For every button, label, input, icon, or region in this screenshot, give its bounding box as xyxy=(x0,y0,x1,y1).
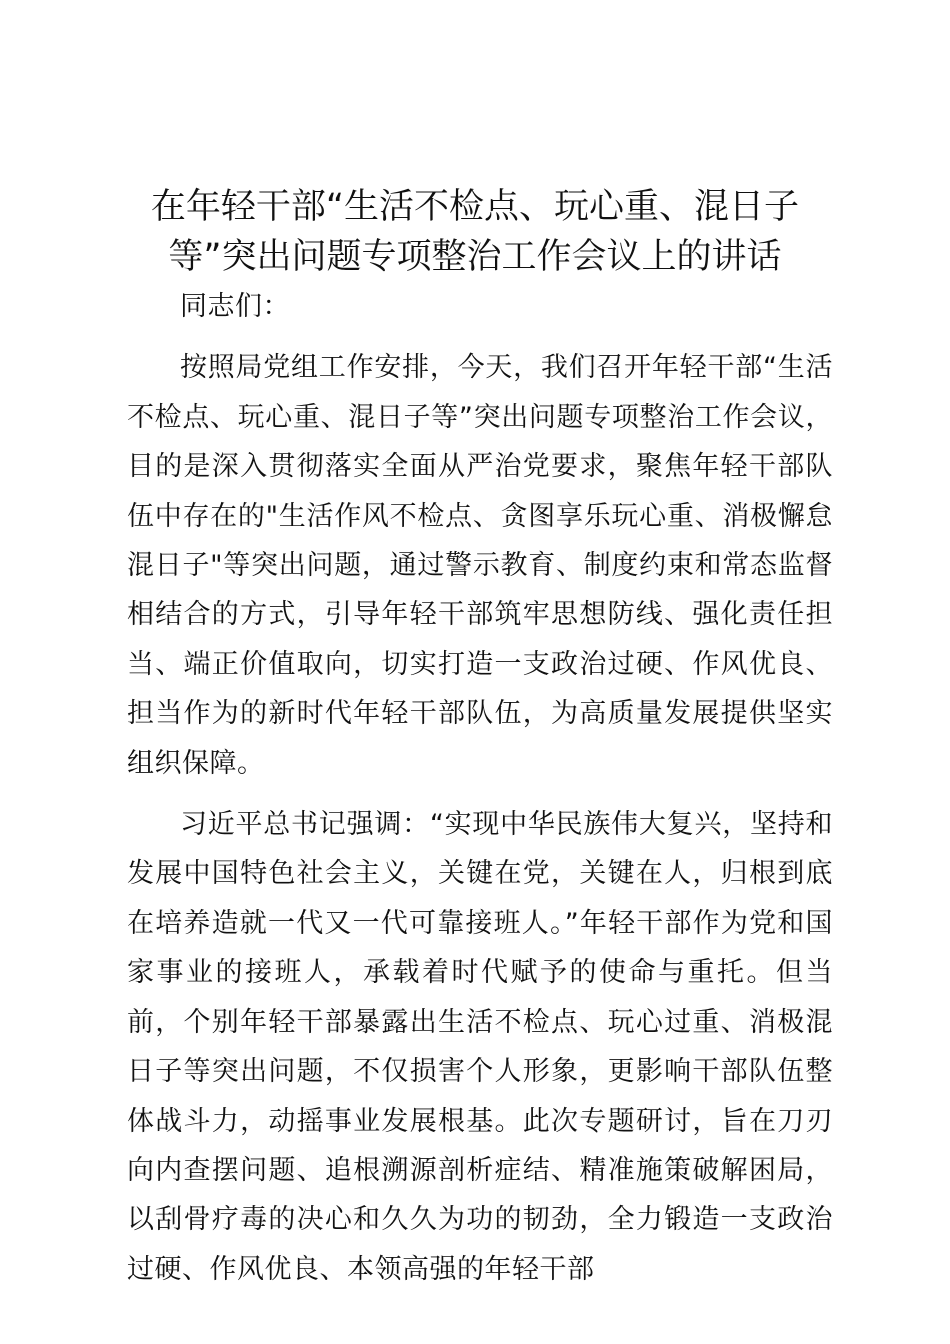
title-line-1: 在年轻干部“生活不检点、玩心重、混日子 xyxy=(150,187,800,227)
paragraph-1: 按照局党组工作安排，今天，我们召开年轻干部“生活不检点、玩心重、混日子等”突出问题专项整治工作会议，目的是深入贯彻落实全面从严治党要求，聚焦年轻干部队伍中存在的"生活作风不检点、贪图享乐玩心重、消极懈怠混日子"等突出问题，通过警示教育、制度约束和常态监督相结合的方式，引导年轻干部筑牢思想防线、强化责任担当、端正价值取向，切实打造一支政治过硬、作风优良、担当作为的新时代年轻干部队伍，为高质量发展提供坚实组织保障。 xyxy=(127,352,833,779)
paragraph-2: 习近平总书记强调：“实现中华民族伟大复兴，坚持和发展中国特色社会主义，关键在党，关键在人，归根到底在培养造就一代又一代可靠接班人。”年轻干部作为党和国家事业的接班人，承载着时代赋予的使命与重托。但当前，个别年轻干部暴露出生活不检点、玩心过重、消极混日子等突出问题，不仅损害个人形象，更影响干部队伍整体战斗力，动摇事业发展根基。此次专题研讨，旨在刀刃向内查摆问题、追根溯源剖析症结、精准施策破解困局，以刮骨疗毒的决心和久久为功的韧劲，全力锻造一支政治过硬、作风优良、本领高强的年轻干部 xyxy=(127,809,833,1285)
title-line-2: 等”突出问题专项整治工作会议上的讲话 xyxy=(168,237,782,277)
document-body xyxy=(127,282,833,1306)
salutation: 同志们： xyxy=(180,291,290,322)
document-title xyxy=(120,182,830,282)
